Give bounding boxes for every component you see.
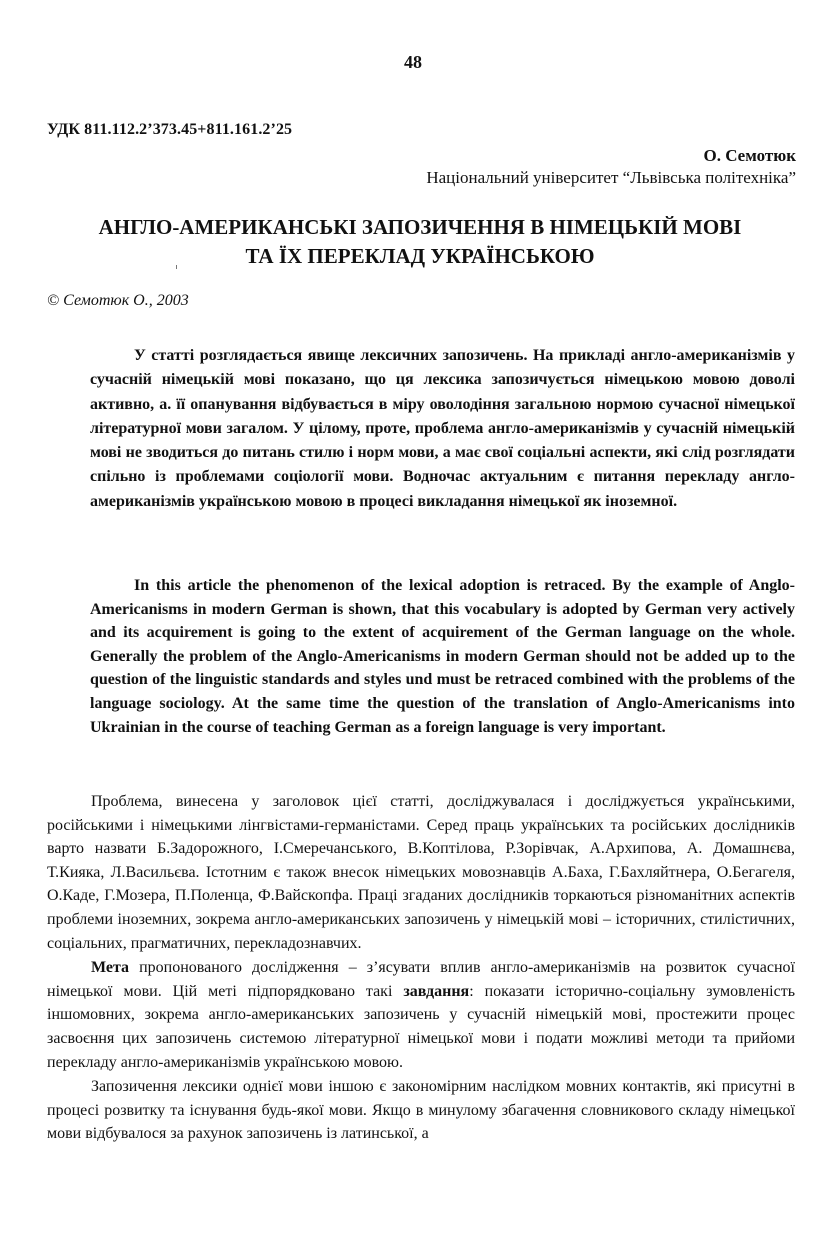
paragraph-2-text-a: пропонованого дослідження – з’ясувати вплив англо-американізмів на розвиток сучасної німецької мови. Цій меті підпорядковано такі [47,959,795,1000]
abstract-english: In this article the phenomenon of the lexical adoption is retraced. By the example of Anglo-Americanisms in modern German is shown, that this vocabulary is adopted by German very actively and its acquirement is going to the extent of acquirement of the German language on the whole. Generally the problem of the Anglo-Americanisms in modern German should not be added up to the question of the linguistic standards and styles und must be retraced combined with the problems of the language sociology. At the same time the question of the translation of Anglo-Americanisms into Ukrainian in the course of teaching German as a foreign language is very important. [90,577,795,736]
abstract-ukrainian: У статті розглядається явище лексичних запозичень. На прикладі англо-американізмів у сучасній німецькій мові показано, що ця лексика запозичується німецькою мовою доволі активно, а. її опанування відбувається в міру оволодіння загальною нормою сучасної німецької літературної мови загалом. У цілому, проте, проблема англо-американізмів у сучасній німецькій мові не зводиться до питань стилю і норм мови, а має свої соціальні аспекти, які слід розглядати спільно із проблемами соціології мови. Водночас актуальним є питання перекладу англо-американізмів українською мовою в процесі викладання німецької як іноземної. [90,347,795,510]
page-number: 48 [404,52,422,72]
copyright-notice: © Семотюк О., 2003 [47,292,189,309]
author-name: О. Семотюк [703,146,796,165]
tasks-label: завдання [403,982,470,1000]
article-body [47,790,795,1147]
title-line-1: АНГЛО-АМЕРИКАНСЬКІ ЗАПОЗИЧЕННЯ В НІМЕЦЬКІЙ МОВІ [98,215,742,239]
goal-label: Мета [91,959,130,977]
scan-mark [176,265,177,269]
paragraph-2-text-b: : показати історично-соціальну зумовленість іншомовних, зокрема англо-американських запозичень у сучасній німецькій мові, простежити процес засвоєння цих запозичень системою літературної німецької мови і подати можливі методи та прийоми перекладу англо-американізмів українською мовою. [47,982,796,1071]
body-paragraph-1: Проблема, винесена у заголовок цієї статті, досліджувалася і досліджується українськими, російськими і німецькими лінгвістами-германістами. Серед праць українських та російських дослідників варто назвати Б.Задорожного, І.Смеречанського, В.Коптілова, Р.Зорівчак, А.Архипова, А. Домашнєва, Т.Кияка, Л.Васильєва. Істотним є також внесок німецьких мовознавців А.Баха, Г.Бахляйтнера, О.Бегагеля, О.Каде, Г.Мозера, П.Поленца, Ф.Вайскопфа. Праці згаданих дослідників торкаються різноманітних аспектів проблеми іноземних, зокрема англо-американських запозичень у німецькій мові – історичних, стилістичних, соціальних, прагматичних, перекладознавчих. [47,793,795,952]
body-paragraph-3: Запозичення лексики однієї мови іншою є закономірним наслідком мовних контактів, які присутні в процесі розвитку та існування будь-якої мови. Якщо в минулому збагачення словникового складу німецької мови відбувалося за рахунок запозичень із латинської, а [47,1078,795,1143]
body-paragraph-2 [47,956,795,1074]
author-affiliation: Національний університет “Львівська політехніка” [426,168,796,187]
title-line-2: ТА ЇХ ПЕРЕКЛАД УКРАЇНСЬКОЮ [245,244,595,268]
udk-code: УДК 811.112.2’373.45+811.161.2’25 [47,121,293,138]
article-title [40,213,800,271]
